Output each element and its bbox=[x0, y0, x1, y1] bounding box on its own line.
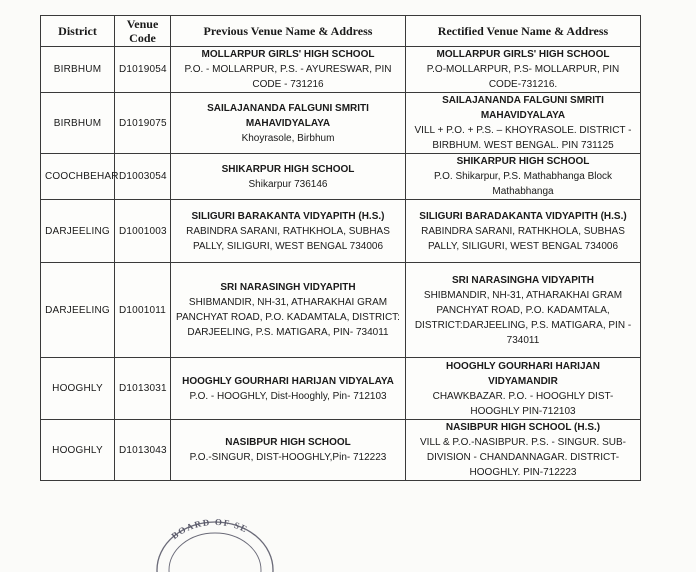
previous-venue-address: Shikarpur 736146 bbox=[248, 178, 328, 190]
table-row bbox=[41, 47, 641, 93]
rectified-venue-name: SHIKARPUR HIGH SCHOOL bbox=[456, 156, 590, 167]
venue-code-cell: D1013031 bbox=[115, 358, 171, 420]
previous-venue-name: SAILAJANANDA FALGUNI SMRITI MAHAVIDYALAYA bbox=[207, 102, 369, 129]
district-cell: HOOGHLY bbox=[41, 358, 115, 420]
rectified-venue-cell bbox=[406, 420, 641, 481]
table-row bbox=[41, 200, 641, 263]
previous-venue-address: P.O. - HOOGHLY, Dist-Hooghly, Pin- 712103 bbox=[189, 390, 387, 402]
district-cell: DARJEELING bbox=[41, 200, 115, 263]
venue-code-cell: D1001011 bbox=[115, 263, 171, 358]
board-seal-stamp bbox=[150, 512, 280, 572]
rectified-venue-cell bbox=[406, 263, 641, 358]
previous-venue-name: SRI NARASINGH VIDYAPITH bbox=[220, 282, 356, 293]
seal-text: BOARD OF SE bbox=[169, 516, 250, 542]
previous-venue-cell bbox=[171, 263, 406, 358]
rectified-venue-address: P.O. Shikarpur, P.S. Mathabhanga Block Mathabhanga bbox=[433, 171, 613, 197]
previous-venue-cell bbox=[171, 154, 406, 200]
rectified-venue-address: P.O-MOLLARPUR, P.S- MOLLARPUR, PIN CODE-731216. bbox=[426, 64, 620, 90]
previous-venue-cell bbox=[171, 200, 406, 263]
rectified-venue-name: MOLLARPUR GIRLS' HIGH SCHOOL bbox=[436, 49, 610, 60]
previous-venue-address: P.O. - MOLLARPUR, P.S. - AYURESWAR, PIN CODE - 731216 bbox=[184, 64, 392, 90]
header-rectified-venue: Rectified Venue Name & Address bbox=[406, 16, 641, 47]
district-cell: BIRBHUM bbox=[41, 93, 115, 154]
rectified-venue-cell bbox=[406, 47, 641, 93]
venue-code-cell: D1019054 bbox=[115, 47, 171, 93]
previous-venue-address: P.O.-SINGUR, DIST-HOOGHLY,Pin- 712223 bbox=[189, 452, 387, 463]
district-cell: HOOGHLY bbox=[41, 420, 115, 481]
rectified-venue-name: NASIBPUR HIGH SCHOOL (H.S.) bbox=[445, 422, 601, 433]
rectified-venue-name: SRI NARASINGHA VIDYAPITH bbox=[451, 274, 595, 286]
venue-table bbox=[40, 15, 641, 481]
rectified-venue-name: HOOGHLY GOURHARI HARIJAN VIDYAMANDIR bbox=[446, 360, 600, 387]
rectified-venue-address: CHAWKBAZAR. P.O. - HOOGHLY DIST- HOOGHLY PIN-712103 bbox=[432, 390, 614, 417]
venue-code-cell: D1003054 bbox=[115, 154, 171, 200]
header-row bbox=[41, 16, 641, 47]
venue-code-cell: D1013043 bbox=[115, 420, 171, 481]
rectified-venue-cell bbox=[406, 358, 641, 420]
previous-venue-address: SHIBMANDIR, NH-31, ATHARAKHAI GRAM PANCHYAT ROAD, P.O. KADAMTALA, DISTRICT: DARJEELING, P.S. MATIGARA, PIN- 734011 bbox=[176, 297, 400, 338]
previous-venue-address: Khoyrasole, Birbhum bbox=[241, 132, 335, 144]
table-row bbox=[41, 420, 641, 481]
previous-venue-name: MOLLARPUR GIRLS' HIGH SCHOOL bbox=[201, 49, 375, 60]
venue-code-cell: D1001003 bbox=[115, 200, 171, 263]
previous-venue-cell bbox=[171, 93, 406, 154]
header-venue-code: Venue Code bbox=[115, 16, 171, 47]
previous-venue-cell bbox=[171, 358, 406, 420]
table-row bbox=[41, 93, 641, 154]
header-previous-venue: Previous Venue Name & Address bbox=[171, 16, 406, 47]
rectified-venue-cell bbox=[406, 154, 641, 200]
previous-venue-name: HOOGHLY GOURHARI HARIJAN VIDYALAYA bbox=[182, 375, 394, 387]
rectified-venue-address: SHIBMANDIR, NH-31, ATHARAKHAI GRAM PANCHYAT ROAD, P.O. KADAMTALA, DISTRICT:DARJEELING, P.S. MATIGARA, PIN - 734011 bbox=[414, 289, 632, 346]
header-district: District bbox=[41, 16, 115, 47]
previous-venue-cell bbox=[171, 420, 406, 481]
venue-code-cell: D1019075 bbox=[115, 93, 171, 154]
rectified-venue-cell bbox=[406, 200, 641, 263]
previous-venue-name: SILIGURI BARAKANTA VIDYAPITH (H.S.) bbox=[191, 210, 385, 222]
previous-venue-name: SHIKARPUR HIGH SCHOOL bbox=[221, 163, 355, 175]
previous-venue-name: NASIBPUR HIGH SCHOOL bbox=[225, 437, 351, 448]
previous-venue-address: RABINDRA SARANI, RATHKHOLA, SUBHAS PALLY, SILIGURI, WEST BENGAL 734006 bbox=[186, 225, 390, 252]
district-cell: COOCHBEHAR bbox=[41, 154, 115, 200]
previous-venue-cell bbox=[171, 47, 406, 93]
district-cell: BIRBHUM bbox=[41, 47, 115, 93]
table-row bbox=[41, 263, 641, 358]
table-row bbox=[41, 154, 641, 200]
rectified-venue-address: VILL + P.O. + P.S. – KHOYRASOLE. DISTRICT - BIRBHUM. WEST BENGAL. PIN 731125 bbox=[414, 125, 632, 151]
rectified-venue-cell bbox=[406, 93, 641, 154]
rectified-venue-address: VILL & P.O.-NASIBPUR. P.S. - SINGUR. SUB-DIVISION - CHANDANNAGAR. DISTRICT-HOOGHLY. PIN-712223 bbox=[420, 437, 626, 478]
rectified-venue-address: RABINDRA SARANI, RATHKHOLA, SUBHAS PALLY, SILIGURI, WEST BENGAL 734006 bbox=[421, 225, 625, 252]
rectified-venue-name: SILIGURI BARADAKANTA VIDYAPITH (H.S.) bbox=[419, 210, 627, 222]
district-cell: DARJEELING bbox=[41, 263, 115, 358]
table-row bbox=[41, 358, 641, 420]
rectified-venue-name: SAILAJANANDA FALGUNI SMRITI MAHAVIDYALAYA bbox=[442, 95, 604, 121]
